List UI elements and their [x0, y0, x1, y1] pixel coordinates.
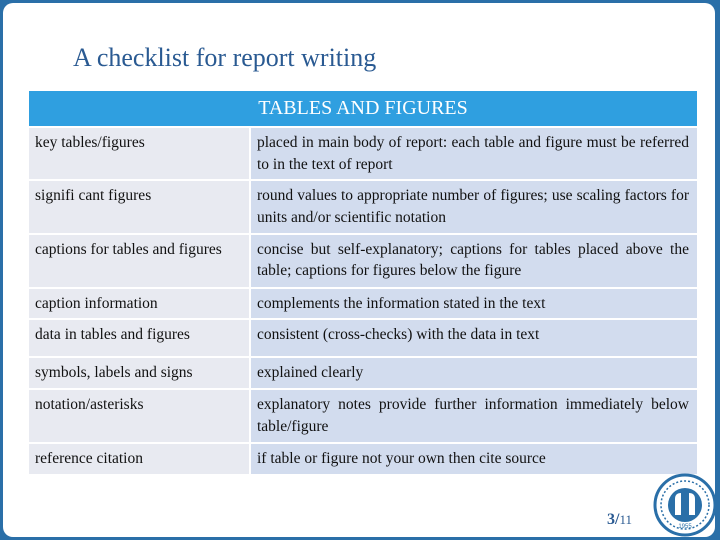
table-row — [29, 318, 697, 356]
row-guidance: if table or figure not your own then cite source — [249, 444, 697, 474]
page-total: 11 — [619, 512, 632, 527]
row-item: data in tables and figures — [29, 320, 249, 356]
page-number — [607, 511, 632, 529]
slide — [3, 3, 715, 537]
row-item: notation/asterisks — [29, 390, 249, 442]
page-current: 3/ — [607, 511, 620, 528]
table-header: TABLES AND FIGURES — [29, 91, 697, 128]
table-row — [29, 388, 697, 442]
seal-year: 1955 — [678, 524, 692, 530]
table-row — [29, 233, 697, 287]
table-row — [29, 442, 697, 474]
row-guidance: round values to appropriate number of figures; use scaling factors for units and/or scientific notation — [249, 181, 697, 232]
row-item: key tables/figures — [29, 128, 249, 179]
table-row — [29, 356, 697, 388]
row-guidance: placed in main body of report: each table and figure must be referred to in the text of report — [249, 128, 697, 179]
row-item: symbols, labels and signs — [29, 358, 249, 388]
row-guidance: concise but self-explanatory; captions for tables placed above the table; captions for figures below the figure — [249, 235, 697, 287]
row-guidance: explanatory notes provide further information immediately below table/figure — [249, 390, 697, 442]
row-item: signifi cant figures — [29, 181, 249, 232]
university-seal-icon — [653, 473, 715, 537]
row-item: caption information — [29, 289, 249, 319]
row-guidance: explained clearly — [249, 358, 697, 388]
table-row — [29, 287, 697, 319]
checklist-table — [29, 91, 697, 474]
row-item: reference citation — [29, 444, 249, 474]
table-row — [29, 179, 697, 232]
row-item: captions for tables and figures — [29, 235, 249, 287]
table-row — [29, 128, 697, 179]
slide-title: A checklist for report writing — [73, 43, 377, 72]
row-guidance: complements the information stated in the text — [249, 289, 697, 319]
row-guidance: consistent (cross-checks) with the data in text — [249, 320, 697, 356]
